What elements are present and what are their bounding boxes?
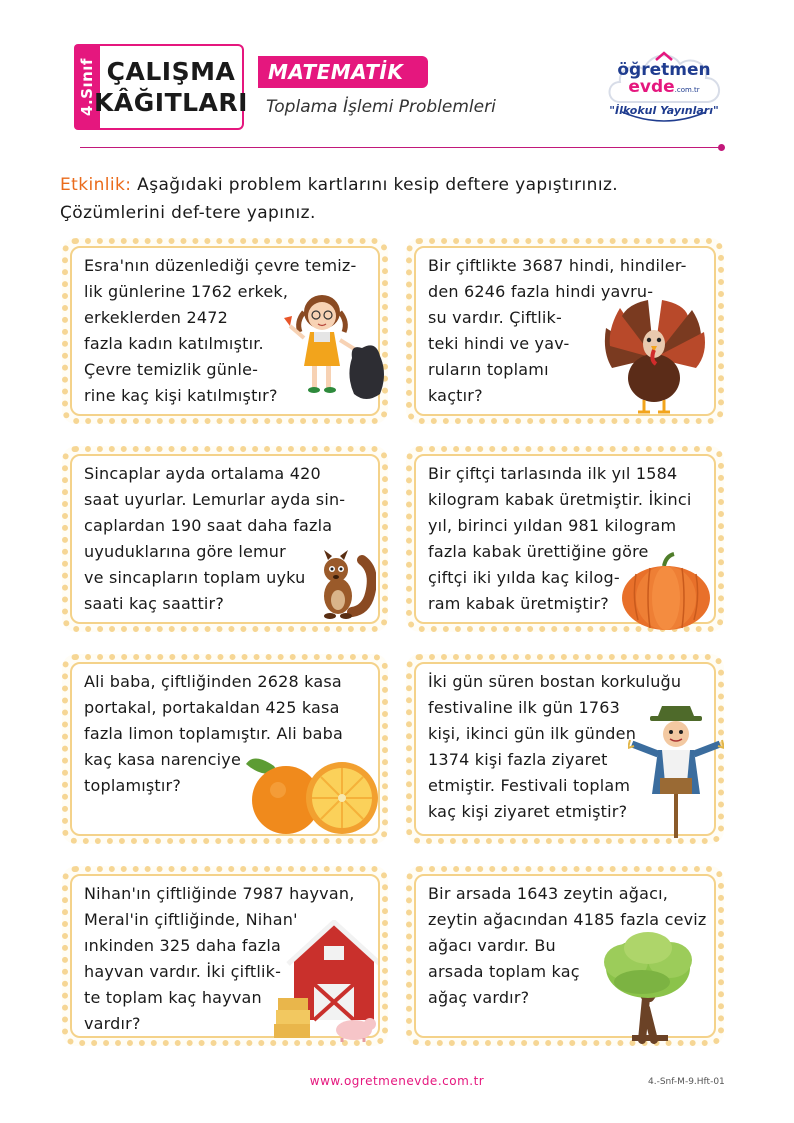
- card-line: saat uyurlar. Lemurlar ayda sin-: [84, 490, 346, 509]
- card-line: Esra'nın düzenlediği çevre temiz-: [84, 256, 357, 275]
- card-line: teki hindi ve yav-: [428, 334, 570, 353]
- card-line: ruların toplamı: [428, 360, 549, 379]
- logo-wordmark: [612, 62, 716, 99]
- card-line: hayvan vardır. İki çiftlik-: [84, 962, 282, 981]
- card-line: vardır?: [84, 1014, 141, 1033]
- problem-card-8: [406, 866, 724, 1046]
- header-divider: [80, 147, 720, 148]
- instruction-text: Aşağıdaki problem kartlarını kesip deftere yapıştırınız. Çözümlerini def-tere yapınız.: [60, 175, 619, 223]
- card-line: Ali baba, çiftliğinden 2628 kasa: [84, 672, 342, 691]
- subject-banner: MATEMATİK: [258, 56, 428, 88]
- card-line: uyuduklarına göre lemur: [84, 542, 286, 561]
- girl-cleaning-icon: [280, 282, 390, 414]
- card-line: toplamıştır?: [84, 776, 182, 795]
- card-line: ağaç vardır?: [428, 988, 530, 1007]
- card-line: Bir arsada 1643 zeytin ağacı,: [428, 884, 669, 903]
- instruction: [60, 171, 720, 227]
- problem-card-5: [62, 654, 388, 844]
- problem-card-7: [62, 866, 388, 1046]
- scarecrow-icon: [628, 704, 724, 840]
- card-line: Çevre temizlik günle-: [84, 360, 259, 379]
- card-line: rine kaç kişi katılmıştır?: [84, 386, 278, 405]
- problem-card-1: [62, 238, 388, 424]
- card-line: fazla kabak ürettiğine göre: [428, 542, 649, 561]
- card-line: İki gün süren bostan korkuluğu: [428, 672, 682, 691]
- title-line-2: KÂĞITLARI: [94, 88, 248, 117]
- card-line: ağacı vardır. Bu: [428, 936, 556, 955]
- footer-code: 4.-Snf-M-9.Hft-01: [648, 1077, 725, 1087]
- problem-card-3: [62, 446, 388, 632]
- card-line: kaçtır?: [428, 386, 483, 405]
- card-line: 1374 kişi fazla ziyaret: [428, 750, 608, 769]
- card-line: Bir çiftçi tarlasında ilk yıl 1584: [428, 464, 678, 483]
- card-line: arsada toplam kaç: [428, 962, 580, 981]
- grade-label: 4.Sınıf: [78, 58, 96, 116]
- header-divider-dot: [718, 144, 725, 151]
- worksheet-subtitle: Toplama İşlemi Problemleri: [266, 97, 496, 117]
- card-line: Sincaplar ayda ortalama 420: [84, 464, 321, 483]
- pumpkin-icon: [620, 552, 712, 632]
- worksheet-title: [94, 44, 248, 130]
- card-line: kilogram kabak üretmiştir. İkinci: [428, 490, 692, 509]
- card-line: festivaline ilk gün 1763: [428, 698, 621, 717]
- turkey-icon: [598, 298, 710, 420]
- problem-card-2: [406, 238, 724, 424]
- card-line: lik günlerine 1762 erkek,: [84, 282, 289, 301]
- card-line: zeytin ağacından 4185 fazla ceviz: [428, 910, 707, 929]
- logo-domain: .com.tr: [674, 86, 700, 94]
- title-line-1: ÇALIŞMA: [106, 57, 236, 86]
- card-line: fazla kadın katılmıştır.: [84, 334, 264, 353]
- card-line: su vardır. Çiftlik-: [428, 308, 562, 327]
- card-line: ve sincapların toplam uyku: [84, 568, 306, 587]
- card-text: [84, 461, 345, 617]
- card-line: etmiştir. Festivali toplam: [428, 776, 631, 795]
- card-line: caplardan 190 saat daha fazla: [84, 516, 333, 535]
- card-line: saati kaç saattir?: [84, 594, 225, 613]
- card-line: Bir çiftlikte 3687 hindi, hindiler-: [428, 256, 687, 275]
- logo-word-2-main: evde: [628, 77, 675, 97]
- tree-icon: [596, 928, 700, 1044]
- instruction-label: Etkinlik:: [60, 175, 132, 195]
- logo-word-1: öğretmen: [617, 60, 711, 80]
- footer-url[interactable]: www.ogretmenevde.com.tr: [309, 1074, 485, 1088]
- card-line: kaç kişi ziyaret etmiştir?: [428, 802, 628, 821]
- card-line: fazla limon toplamıştır. Ali baba: [84, 724, 343, 743]
- card-line: te toplam kaç hayvan: [84, 988, 262, 1007]
- card-line: den 6246 fazla hindi yavru-: [428, 282, 654, 301]
- card-line: Nihan'ın çiftliğinde 7987 hayvan,: [84, 884, 355, 903]
- orange-icon: [244, 748, 384, 840]
- barn-icon: [274, 920, 378, 1042]
- card-line: çiftçi iki yılda kaç kilog-: [428, 568, 620, 587]
- logo-word-2: [612, 79, 716, 99]
- logo-tagline: "İlkokul Yayınları": [609, 104, 719, 117]
- card-line: kişi, ikinci gün ilk günden: [428, 724, 637, 743]
- squirrel-icon: [312, 550, 376, 624]
- problem-card-6: [406, 654, 724, 844]
- problem-card-4: [406, 446, 724, 632]
- card-line: kaç kasa narenciye: [84, 750, 241, 769]
- card-line: ınkinden 325 daha fazla: [84, 936, 281, 955]
- card-line: erkeklerden 2472: [84, 308, 228, 327]
- card-line: Meral'in çiftliğinde, Nihan': [84, 910, 298, 929]
- card-line: ram kabak üretmiştir?: [428, 594, 609, 613]
- card-line: portakal, portakaldan 425 kasa: [84, 698, 340, 717]
- card-line: yıl, birinci yıldan 981 kilogram: [428, 516, 677, 535]
